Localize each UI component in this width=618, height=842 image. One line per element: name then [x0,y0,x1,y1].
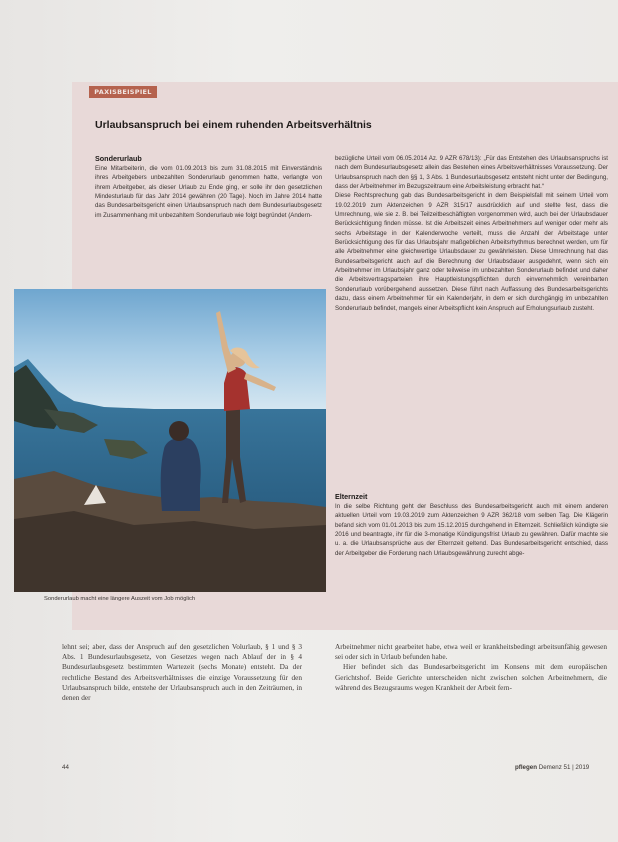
paragraph: Eine Mitarbeiterin, die vom 01.09.2013 bis zum 31.08.2015 mit Einverständnis ihres Arbeitgebers unbezahlten Sonderurlaub genommen hatte, verlangte von ihrem Arbeitgeber, als dieser Urlaub zu Ende ging, er solle ihr den gesetzlichen Mindesturlaub für das Jahr 2014 gewähren (20 Tage). Noch im Jahre 2014 hatte das Bundesarbeitsgericht einen Urlaubsanspruch nach dem Bundesurlaubsgesetz im Zusammenhang mit unbezahltem Sonderurlaub wie folgt begründet (Andern- [95,165,322,219]
subheading-elternzeit: Elternzeit [335,492,368,501]
photo-illustration [14,289,326,592]
section-tag: PAXISBEISPIEL [89,86,157,98]
page-number: 44 [62,764,69,771]
publication-name [515,764,589,771]
article-title: Urlaubsanspruch bei einem ruhenden Arbeitsverhältnis [95,119,372,131]
right-column-text-2 [335,502,608,558]
paragraph: Diese Rechtsprechung gab das Bundesarbeitsgericht in dem Beispielsfall mit seinem Urteil vom 19.02.2019 zum Aktenzeichen 9 AZR 315/17 ausdrücklich auf und stellte fest, dass die Umrechnung, wie sie z. B. bei Teilzeitbeschäftigten vorgenommen wird, auch bei der Urlaubsdauer Berücksichtigung finden müsse. Ist die Arbeitszeit eines Arbeitnehmers auf weniger oder mehr als sechs Arbeitstage in der Kalenderwoche verteilt, muss die Anzahl der Arbeitstage unter Berücksichtigung des für das Urlaubsjahr maßgeblichen Arbeitsrhythmus berechnet werden, um für alle Arbeitnehmer eine gleichwertige Urlaubsdauer zu gewährleisten. Diese Umrechnung hat das Bundesarbeitsgericht auch auf die Berechnung der Urlaubsdauer ausgedehnt, wenn sich ein Arbeitnehmer im Urlaubsjahr ganz oder teilweise im unbezahlten Sonderurlaub befindet und daher die Arbeitsvertragsparteien ihre Hauptleistungspflichten durch einvernehmlich vereinbarten Sonderurlaub vorübergehend aussetzen. Diese führt nach Auffassung des Bundesarbeitsgerichts dazu, dass einem Arbeitnehmer für ein Kalenderjahr, in dem er sich durchgängig im unbezahlten Sonderurlaub befindet, mangels einer Arbeitspflicht kein Anspruch auf Erholungsurlaub zusteht. [335,192,608,312]
subheading-sonderurlaub: Sonderurlaub [95,154,142,163]
bottom-right-column [335,642,607,693]
left-column-text [95,164,322,220]
publication-name-bold: pflegen [515,764,538,771]
right-column-text [335,154,608,313]
photo-couple-on-cliff [14,289,326,592]
paragraph: bezügliche Urteil vom 06.05.2014 Az. 9 AZR 678/13): „Für das Entstehen des Urlaubsanspruchs ist nach dem Bundesurlaubsgesetz allein das Bestehen eines Arbeitsverhältnisses Voraussetzung. Der Urlaubsanspruch nach den §§ 1, 3 Abs. 1 Bundesurlaubsgesetz entsteht nicht unter der Bedingung, dass der Arbeitnehmer im Bezugszeitraum eine Arbeitsleistung erbracht hat.“ [335,155,608,191]
bottom-left-column [62,642,302,703]
publication-issue: Demenz 51 | 2019 [538,764,590,771]
paragraph: Hier befindet sich das Bundesarbeitsgericht im Konsens mit dem europäischen Gerichtshof. Beide Gerichte unterscheiden nicht zwischen solchen Arbeitnehmern, die während des Bezugsraums wegen Krankheit der Arbeit fern- [335,662,607,692]
paragraph: In die selbe Richtung geht der Beschluss des Bundesarbeitsgericht auch mit einem anderen aktuellen Urteil vom 19.03.2019 zum Aktenzeichen 9 AZR 362/18 vom selben Tag. Die Klägerin befand sich vom 01.01.2013 bis zum 15.12.2015 durchgehend in Elternzeit. Schließlich kündigte sie 2016 und beantragte, ihr für die 3-monatige Kündigungsfrist Urlaub zu gewähren. Dafür machte sie u. a. die Urlaubsansprüche aus der Elternzeit geltend. Das Bundesarbeitsgericht entschied, dass der Arbeitgeber die Forderung nach Urlaubsgewährung zurecht abge- [335,503,608,557]
paragraph: Arbeitnehmer nicht gearbeitet habe, etwa weil er krankheitsbedingt arbeitsunfähig gewesen sei oder sich in Urlaub befunden habe. [335,642,607,662]
paragraph: lehnt sei; aber, dass der Anspruch auf den gesetzlichen Volurlaub, § 1 und § 3 Abs. 1 Bundesurlaubsgesetz, von Gesetzes wegen nach Ablauf der in § 4 Bundesurlaubsgesetz bestimmten Wartezeit (sechs Monate) entsteht. Da der rechtliche Bestand des Arbeitsverhältnisses die einzige Voraussetzung für den Urlaubsanspruch bilde, entstehe der Urlaubsanspruch auch in den Zeiträumen, in denen der [62,642,302,703]
photo-caption: Sonderurlaub macht eine längere Auszeit vom Job möglich [44,596,196,602]
